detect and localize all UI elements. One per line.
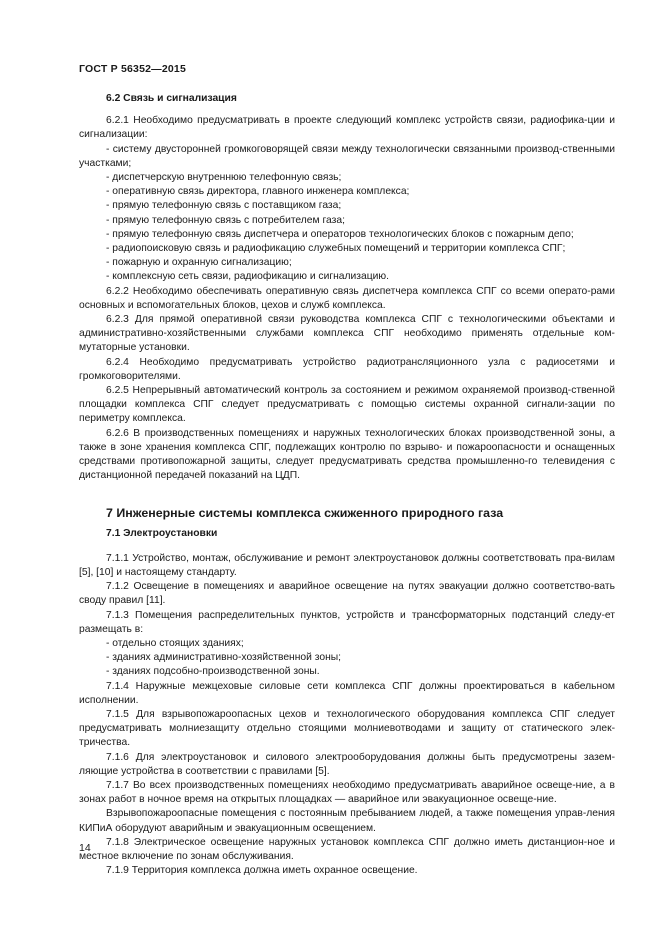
list-item: - прямую телефонную связь с поставщиком газа; [106, 200, 342, 212]
paragraph-6-2-1: 6.2.1 Необходимо предусматривать в проекте следующий комплекс устройств связи, радиофика-ции и сигнализации: [79, 115, 615, 141]
section-heading-6-2: 6.2 Связь и сигнализация [106, 93, 237, 104]
paragraph-6-2-6: 6.2.6 В производственных помещениях и наружных технологических блоках производственной зоны, а также в зоне хранения комплекса СПГ, подлежащих контролю по взрыво- и пожароопасности и оснащенных средствами противопожарной защиты, следует предусматривать средства промышленно-го телевидения с дистанционной передачей показаний на ЦДП. [79, 427, 615, 482]
list-item: - оперативную связь директора, главного инженера комплекса; [106, 186, 410, 198]
paragraph-6-2-5: 6.2.5 Непрерывный автоматический контроль за состоянием и режимом охраняемой производ-ственной площадки комплекса СПГ следует предусматривать с помощью системы охранной сигнали-зации по периметру комплекса. [79, 385, 615, 425]
list-item: - прямую телефонную связь диспетчера и операторов технологических блоков с пожарным депо; [106, 228, 574, 240]
list-item: - пожарную и охранную сигнализацию; [106, 257, 292, 269]
paragraph-7-1-6: 7.1.6 Для электроустановок и силового электрооборудования должны быть предусмотрены зазем-ляющие устройства в соответствии с правилами [5]. [79, 751, 615, 777]
paragraph-7-1-1: 7.1.1 Устройство, монтаж, обслуживание и ремонт электроустановок должны соответствовать пра-вилам [5], [10] и настоящему стандарту. [79, 552, 615, 578]
list-item: - отдельно стоящих зданиях; [106, 637, 244, 649]
paragraph-7-1-3: 7.1.3 Помещения распределительных пунктов, устройств и трансформаторных подстанций следу-ет размещать в: [79, 609, 615, 635]
list-item: - диспетчерскую внутреннюю телефонную связь; [106, 172, 342, 184]
list-item: - зданиях подсобно-производственной зоны. [106, 666, 320, 678]
paragraph-7-1-4: 7.1.4 Наружные межцеховые силовые сети комплекса СПГ должны проектироваться в кабельном исполнении. [79, 680, 615, 706]
list-item: - радиопоисковую связь и радиофикацию служебных помещений и территории комплекса СПГ; [106, 243, 566, 255]
paragraph-6-2-2: 6.2.2 Необходимо обеспечивать оперативную связь диспетчера комплекса СПГ со всеми операто-рами основных и вспомогательных блоков, цехов и служб комплекса. [79, 285, 615, 311]
list-item: - комплексную сеть связи, радиофикацию и сигнализацию. [106, 271, 389, 283]
document-body [79, 92, 615, 878]
list-item: - зданиях административно-хозяйственной зоны; [106, 652, 342, 664]
paragraph-7-1-2: 7.1.2 Освещение в помещениях и аварийное освещение на путях эвакуации должно соответство-вать своду правил [11]. [79, 581, 615, 607]
document-header: ГОСТ Р 56352—2015 [79, 63, 187, 75]
paragraph-7-1-7-continued: Взрывопожароопасные помещения с постоянным пребыванием людей, а также помещения управ-ления КИПиА оборудуют аварийным и эвакуационным освещением. [79, 808, 615, 834]
list-item: - прямую телефонную связь с потребителем газа; [106, 214, 345, 226]
paragraph-7-1-8: 7.1.8 Электрическое освещение наружных установок комплекса СПГ должно иметь дистанцион-ное и местное включение по зонам обслуживания. [79, 836, 615, 862]
section-heading-7: 7 Инженерные системы комплекса сжиженного природного газа [106, 506, 504, 521]
section-heading-7-1: 7.1 Электроустановки [106, 528, 218, 540]
paragraph-7-1-9: 7.1.9 Территория комплекса должна иметь охранное освещение. [106, 865, 418, 877]
paragraph-7-1-5: 7.1.5 Для взрывопожароопасных цехов и технологического оборудования комплекса СПГ следует предусматривать молниезащиту отдельно стоящими молниевотводами и защиту от статического элек-тричества. [79, 708, 615, 749]
page-number: 14 [79, 842, 91, 854]
paragraph-6-2-3: 6.2.3 Для прямой оперативной связи руководства комплекса СПГ с технологическими объектами и административно-хозяйственными службами комплекса СПГ необходимо применять отдельные ком-мутаторные установки. [79, 314, 615, 354]
list-item: - систему двусторонней громкоговорящей связи между технологически связанными производ-ственными участками; [79, 143, 615, 169]
paragraph-7-1-7: 7.1.7 Во всех производственных помещениях необходимо предусматривать аварийное освеще-ние, а в зонах работ в ночное время на открытых площадках — аварийное или эвакуационное освеще-ние. [79, 779, 615, 806]
paragraph-6-2-4: 6.2.4 Необходимо предусматривать устройство радиотрансляционного узла с радиосетями и громкоговорителями. [79, 356, 615, 382]
